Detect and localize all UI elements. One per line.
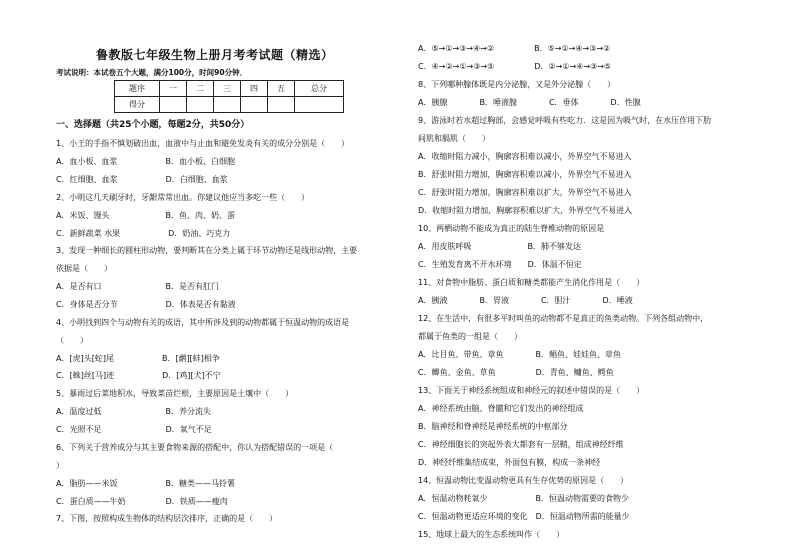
- question-line: 12、在生活中，有很多平时叫鱼的动物都不是真正的鱼类动物。下列各组动物中，: [418, 314, 709, 323]
- question-line: ）: [56, 461, 64, 470]
- question-line: 7、下图，按照构成生物体的结构层次排序，正确的是（ ）: [56, 514, 278, 523]
- question-line: 13、下面关于神经系统组成和神经元的叙述中错误的是（ ）: [418, 386, 645, 395]
- score-input-cell[interactable]: [214, 97, 241, 113]
- score-cell: 四: [241, 81, 268, 97]
- question-line: 4、小明找到四个与动物有关的成语，其中所涉及到的动物都属于恒温动物的成语是: [56, 318, 350, 327]
- option-line: A．比目鱼、带鱼、章鱼 B．鲳鱼、娃娃鱼、章鱼: [418, 350, 621, 359]
- option-line: C．蛋白质——牛奶 D．铁质——瘦肉: [56, 497, 228, 506]
- score-table-header-row: [115, 81, 344, 97]
- option-line: B．脑神经和脊神经是神经系统的中枢部分: [418, 422, 568, 431]
- question-line: 都属于鱼类的一组是（ ）: [418, 332, 522, 341]
- option-line: C．生殖发育离不开水环境 D．体温不恒定: [418, 260, 582, 269]
- option-line: A．血小板、血浆 B．血小板、白细胞: [56, 157, 235, 166]
- option-line: C．[蛛]丝[马]迹 D．[鸡][犬]不宁: [56, 371, 221, 380]
- option-line: D．收缩时阻力增加，胸廓容积难以扩大，外界空气不易进入: [418, 206, 633, 215]
- option-line: C．舒张时阻力增加，胸廓容积难以扩大，外界空气不易进入: [418, 188, 632, 197]
- score-input-cell[interactable]: [160, 97, 187, 113]
- option-line: A．恒温动物耗氧少 B．恒温动物需要的食物少: [418, 494, 629, 503]
- score-input-cell[interactable]: [295, 97, 344, 113]
- option-line: A．温度过低 B．养分流失: [56, 407, 211, 416]
- score-table: [114, 80, 344, 113]
- question-line: （ ）: [56, 336, 88, 345]
- score-input-cell[interactable]: [268, 97, 295, 113]
- option-line: A．⑤→①→③→④→② B．⑤→①→④→③→②: [418, 44, 611, 53]
- option-line: A．是否有口 B．是否有肛门: [56, 282, 219, 291]
- option-line: C．红细胞、血浆 D．白细胞、血浆: [56, 175, 228, 184]
- option-line: C．光照不足 D．氧气不足: [56, 425, 212, 434]
- option-line: A．米饭、馒头 B．鱼、肉、奶、蛋: [56, 211, 235, 220]
- page-title: 鲁教版七年级生物上册月考考试题（精选）: [96, 48, 334, 62]
- option-line: A．神经系统由脑、脊髓和它们发出的神经组成: [418, 404, 584, 413]
- option-line: C．身体是否分节 D．体表是否有黏液: [56, 300, 236, 309]
- section-heading: 一、选择题（共25个小题，每题2分，共50分）: [56, 120, 250, 130]
- score-table-score-row: [115, 97, 344, 113]
- option-line: C．神经细胞长的突起外表大都套有一层鞘，组成神经纤维: [418, 440, 624, 449]
- option-line: A．[虎]头[蛇]尾 B．[鹬][蚌]相争: [56, 354, 220, 363]
- option-line: A．用皮肤呼吸 B．肺不够发达: [418, 242, 581, 251]
- question-line: 5、暴雨过后菜地积水，导致菜苗烂根，主要原因是土壤中（ ）: [56, 389, 294, 398]
- option-line: C．恒温动物更适应环境的变化 D．恒温动物所需的能量少: [418, 512, 630, 521]
- option-line: A．胰腺 B．唾液腺 C．垂体 D．性腺: [418, 98, 641, 107]
- score-cell: 得分: [115, 97, 160, 113]
- question-line: 11、对食物中脂肪、蛋白质和糖类都能产生消化作用是（ ）: [418, 278, 645, 287]
- question-line: 15、地球上最大的生态系统叫作（ ）: [418, 530, 565, 539]
- question-line: 3、发现一种细长的圆柱形动物，要判断其在分类上属于环节动物还是线形动物，主要: [56, 246, 358, 255]
- score-input-cell[interactable]: [187, 97, 214, 113]
- option-line: A．胰液 B．胃液 C．胆汁 D．唾液: [418, 296, 633, 305]
- option-line: D．神经纤维集结成束，外面包有膜，构成一条神经: [418, 458, 601, 467]
- score-cell: 题序: [115, 81, 160, 97]
- option-line: A．收缩时阻力减小，胸廓容积难以减小，外界空气不易进入: [418, 152, 632, 161]
- question-line: 2、小明这几天刷牙时，牙龈常常出血。你建议他应当多吃一些（ ）: [56, 193, 310, 202]
- option-line: B．舒张时阻力增加，胸廓容积难以减小，外界空气不易进入: [418, 170, 632, 179]
- question-line: 依据是（ ）: [56, 264, 112, 273]
- question-line: 10、两栖动物不能成为真正的陆生脊椎动物的原因是: [418, 224, 605, 233]
- question-line: 1、小王的手指不慎划破出血，血液中与止血和避免发炎有关的成分分别是（ ）: [56, 139, 350, 148]
- score-cell: 总分: [295, 81, 344, 97]
- option-line: C．④→②→①→③→⑤ D．②→①→④→③→⑤: [418, 62, 612, 71]
- score-cell: 二: [187, 81, 214, 97]
- option-line: C．新鲜蔬菜 水果 D．奶油、巧克力: [56, 229, 231, 238]
- question-line: 9、游泳时若水超过胸部，会感觉呼吸有些吃力．这是因为吸气时，在水压作用下肋: [418, 116, 712, 125]
- score-cell: 一: [160, 81, 187, 97]
- option-line: C．鲫鱼、金鱼、草鱼 D．青鱼、鳙鱼、鳄鱼: [418, 368, 614, 377]
- score-input-cell[interactable]: [241, 97, 268, 113]
- question-line: 14、恒温动物比变温动物更具有生存优势的原因是（ ）: [418, 476, 629, 485]
- option-line: A．脂肪——米饭 B．糖类——马铃薯: [56, 479, 235, 488]
- exam-instructions: 考试说明：本试卷五个大题，满分100分，时间90分钟．: [56, 68, 248, 77]
- question-line: 6、下列关于营养成分与其主要食物来源的搭配中，你认为搭配错误的一项是（: [56, 443, 334, 452]
- score-cell: 五: [268, 81, 295, 97]
- score-cell: 三: [214, 81, 241, 97]
- question-line: 8、下列哪种腺体既是内分泌腺，又是外分泌腺（ ）: [418, 80, 616, 89]
- question-line: 间肌和膈肌（ ）: [418, 134, 490, 143]
